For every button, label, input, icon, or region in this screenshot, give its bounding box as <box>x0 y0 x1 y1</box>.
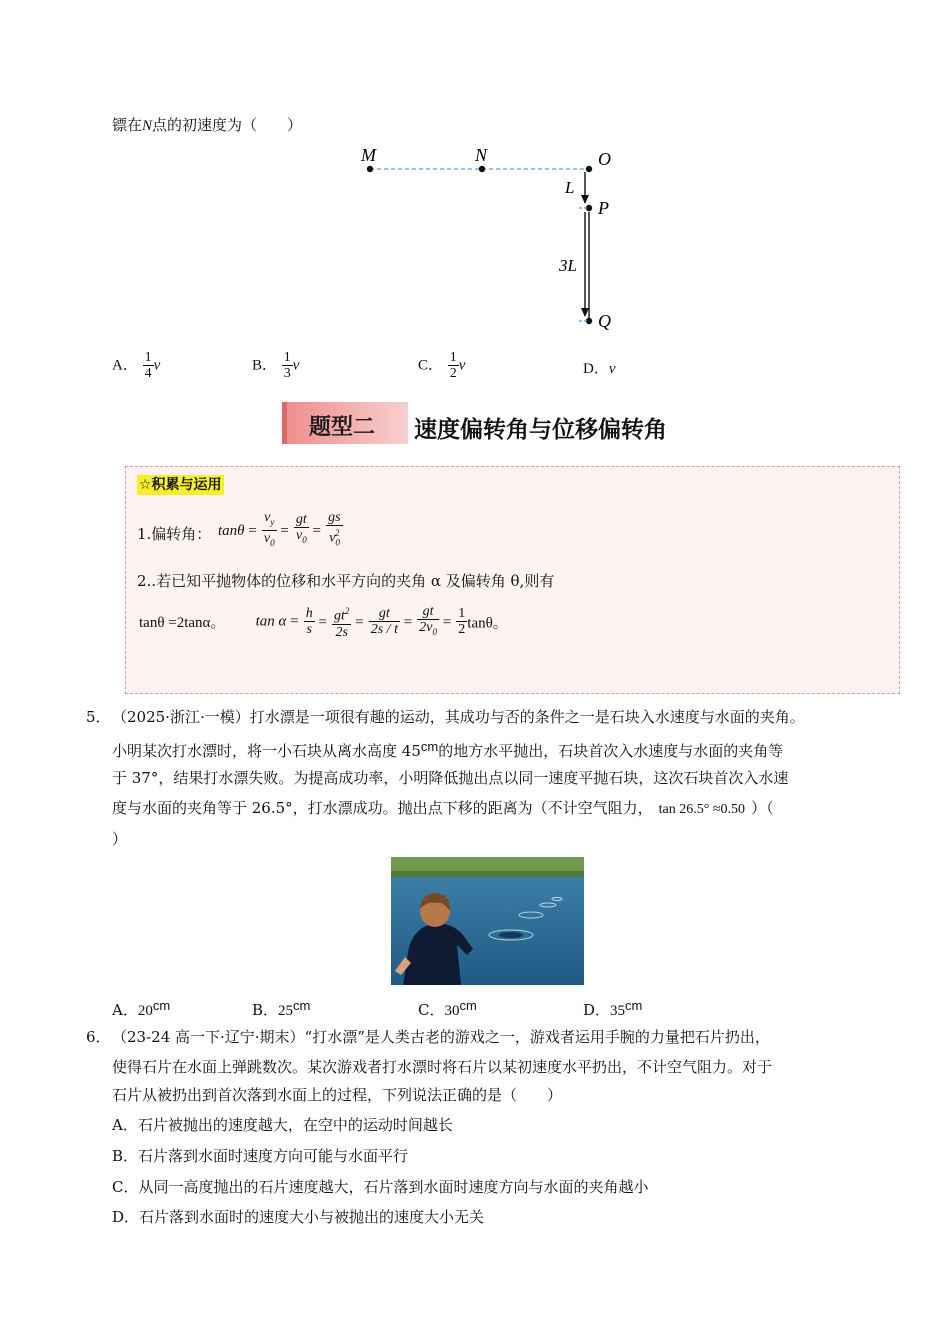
summary-box <box>125 466 900 694</box>
q5-option-d[interactable]: D．35cm <box>583 998 643 1019</box>
q6-option-b[interactable]: B．石片落到水面时速度方向可能与水面平行 <box>112 1147 409 1165</box>
skipping-stone-photo <box>391 857 584 985</box>
q6-line3: 石片从被扔出到首次落到水面上的过程，下列说法正确的是（ ） <box>112 1086 563 1104</box>
section-title: 速度偏转角与位移偏转角 <box>414 417 667 443</box>
q4-diagram <box>355 140 630 340</box>
q4-option-b[interactable]: B． $\frac{1}{3}$ v <box>252 350 300 381</box>
label-q: Q <box>598 311 611 331</box>
q6-line2: 使得石片在水面上弹跳数次。某次游戏者打水漂时将石片以某初速度水平扔出，不计空气阻力。对于 <box>112 1058 773 1076</box>
q4-option-c[interactable]: C． $\frac{1}{2}$ v <box>418 350 466 381</box>
q5-line3: 于 37°，结果打水漂失败。为提高成功率，小明降低抛出点以同一速度平抛石块，这次石块首次入水速 <box>112 769 789 787</box>
point-o <box>586 166 592 172</box>
q5-line1: （2025·浙江·一模）打水漂是一项很有趣的运动，其成功与否的条件之一是石块入水速度与水面的夹角。 <box>112 708 805 726</box>
label-3l: 3L <box>559 256 577 275</box>
q5-line2: 小明某次打水漂时，将一小石块从离水高度 45cm的地方水平抛出，石块首次入水速度与水面的夹角等 <box>112 739 784 760</box>
q4-option-d[interactable]: D．v <box>583 361 616 377</box>
q5-line4: 度与水面的夹角等于 26.5°，打水漂成功。抛出点下移的距离为（不计空气阻力， tan 26.5° ≈0.50 ）（ <box>112 799 774 817</box>
box-item2: 2..若已知平抛物体的位移和水平方向的夹角 α 及偏转角 θ,则有 <box>137 572 555 590</box>
q5-option-c[interactable]: C．30cm <box>418 998 477 1019</box>
q5-number: 5． <box>86 708 111 726</box>
label-o: O <box>598 149 611 169</box>
section-header <box>282 402 702 446</box>
q5-option-b[interactable]: B．25cm <box>252 998 311 1019</box>
q5-option-a[interactable]: A．20cm <box>112 998 171 1019</box>
q6-line1: （23-24 高一下·辽宁·期末）“打水漂”是人类古老的游戏之一，游戏者运用手腕的力量把石片扔出， <box>112 1028 770 1046</box>
q4-option-a[interactable]: A． $\frac{1}{4}$ v <box>112 350 161 381</box>
label-p: P <box>598 198 609 218</box>
point-m <box>367 166 373 172</box>
q6-option-d[interactable]: D．石片落到水面时的速度大小与被抛出的速度大小无关 <box>112 1208 485 1226</box>
q6-option-c[interactable]: C．从同一高度抛出的石片速度越大，石片落到水面时速度方向与水面的夹角越小 <box>112 1178 649 1196</box>
q6-number: 6． <box>86 1028 111 1046</box>
label-m: M <box>361 145 376 165</box>
label-l: L <box>565 178 575 197</box>
point-n <box>479 166 485 172</box>
box-formula2: tanθ =2tanα。 tan α = $\frac{h}{s}$ = $\frac{gt^2}{2s}$ = $\frac{gt}{2s / t}$ = $\frac{gt}{2v_0}$ = $\frac{1}{2}$ tanθ。 <box>139 604 508 640</box>
section-tag: 题型二 <box>282 402 408 444</box>
box-item1-label: 1.偏转角： <box>137 525 212 543</box>
q4-stem: 镖在N点的初速度为（ ） <box>112 116 303 134</box>
q5-line5: ） <box>112 830 128 848</box>
q6-option-a[interactable]: A．石片被抛出的速度越大，在空中的运动时间越长 <box>112 1116 453 1134</box>
label-n: N <box>475 145 488 165</box>
box-formula1: tanθ = $\frac{v_y}{v_0}$ = $\frac{gt}{v_0}$ = $\frac{gs}{v_0^2}$ <box>218 510 341 548</box>
box-heading: ☆积累与运用 <box>139 477 222 493</box>
